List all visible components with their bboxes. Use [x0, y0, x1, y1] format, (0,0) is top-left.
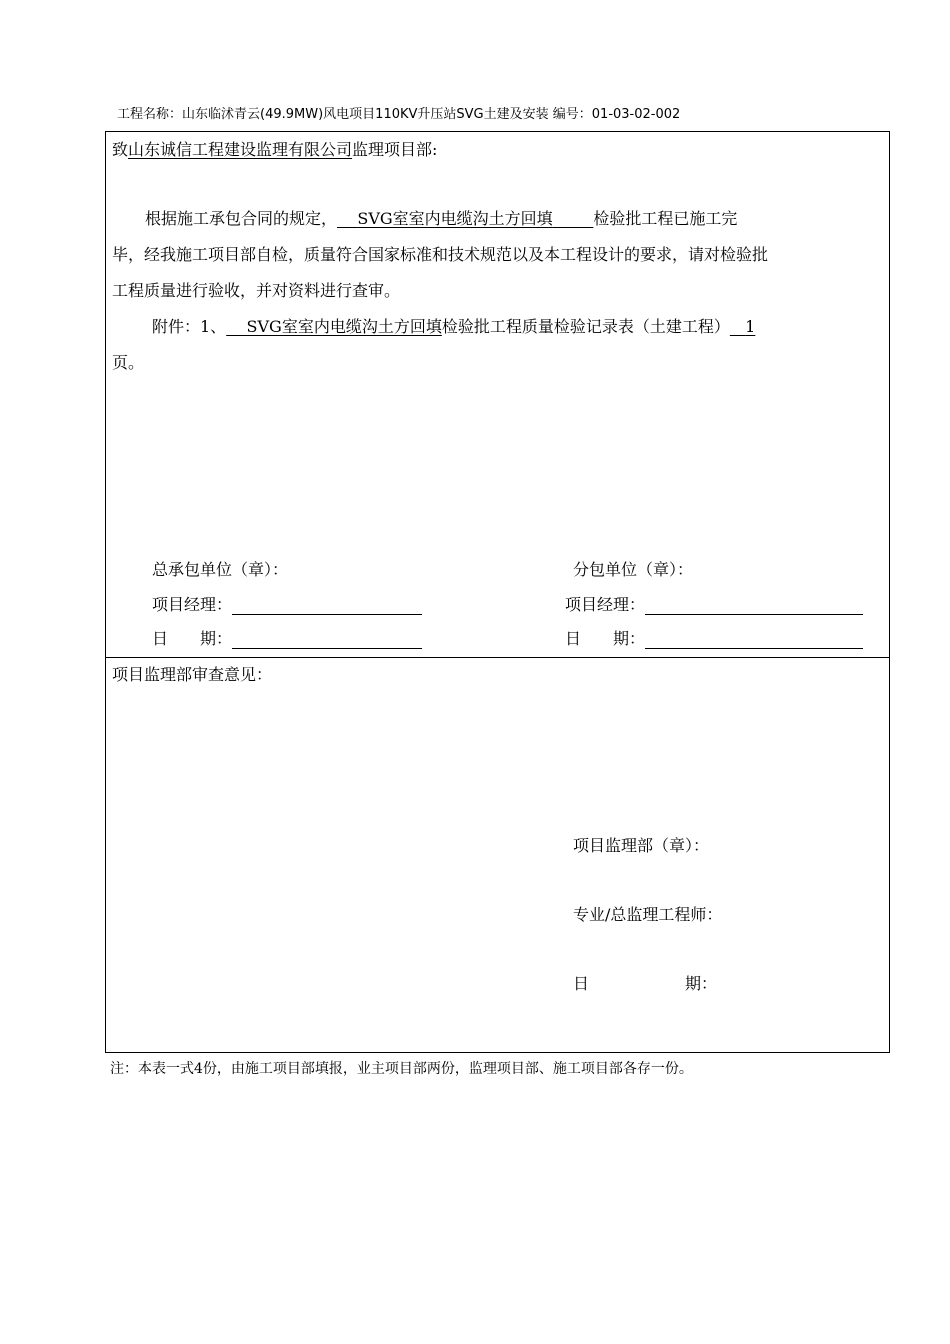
- document-header: [117, 103, 680, 122]
- manager-right-row: [565, 592, 863, 615]
- addressee-suffix: 监理项目部:: [352, 140, 438, 159]
- attachment-name: SVG室室内电缆沟土方回填: [246, 317, 442, 336]
- section-divider: [105, 657, 890, 658]
- number-label: 编号：: [552, 107, 592, 122]
- date-right-row: [565, 626, 863, 649]
- footer-note: 注：本表一式4份，由施工项目部填报，业主项目部两份，监理项目部、施工项目部各存一份。: [110, 1061, 693, 1077]
- review-date: 日 期：: [573, 974, 718, 993]
- project-name: 山东临沭青云(49.9MW)风电项目110KV升压站SVG土建及安装: [182, 107, 549, 122]
- manager-left-blank: [232, 596, 422, 615]
- attachment-pages-unit: 页。: [112, 353, 145, 372]
- addressee-prefix: 致: [112, 140, 129, 159]
- attachment-line: [152, 314, 755, 337]
- date-left-label: 日 期：: [152, 629, 233, 648]
- date-right-label: 日 期：: [565, 629, 646, 648]
- general-contractor-seal: 总承包单位（章）：: [152, 560, 289, 579]
- body-line-1: [145, 206, 737, 229]
- document-number: 01-03-02-002: [591, 107, 681, 122]
- addressee-line: [112, 137, 437, 160]
- date-left-row: [152, 626, 422, 649]
- attachment-label: 附件：1、: [152, 317, 227, 336]
- body-line-2: 毕，经我施工项目部自检，质量符合国家标准和技术规范以及本工程设计的要求，请对检验批: [112, 245, 769, 264]
- project-label: 工程名称：: [117, 107, 183, 122]
- manager-left-row: [152, 592, 422, 615]
- attachment-pages: 1: [745, 317, 756, 336]
- subcontractor-seal: 分包单位（章）：: [573, 560, 694, 579]
- manager-left-label: 项目经理：: [152, 595, 233, 614]
- date-right-blank: [645, 630, 863, 649]
- supervisor-company: 山东诚信工程建设监理有限公司: [128, 140, 353, 159]
- batch-name: SVG室室内电缆沟土方回填: [357, 209, 553, 228]
- review-engineer: 专业/总监理工程师：: [573, 905, 723, 924]
- attachment-suffix: 检验批工程质量检验记录表（土建工程）: [441, 317, 730, 336]
- attachment-name-field: [226, 317, 442, 336]
- body-line1-prefix: 根据施工承包合同的规定，: [145, 209, 338, 228]
- manager-right-label: 项目经理：: [565, 595, 646, 614]
- review-title: 项目监理部审查意见：: [112, 665, 273, 684]
- date-left-blank: [232, 630, 422, 649]
- body-line-3: 工程质量进行验收，并对资料进行查审。: [112, 281, 401, 300]
- batch-name-field: [337, 209, 593, 228]
- body-line1-suffix: 检验批工程已施工完: [593, 209, 738, 228]
- manager-right-blank: [645, 596, 863, 615]
- review-dept-seal: 项目监理部（章）：: [573, 836, 710, 855]
- attachment-pages-field: [730, 317, 755, 336]
